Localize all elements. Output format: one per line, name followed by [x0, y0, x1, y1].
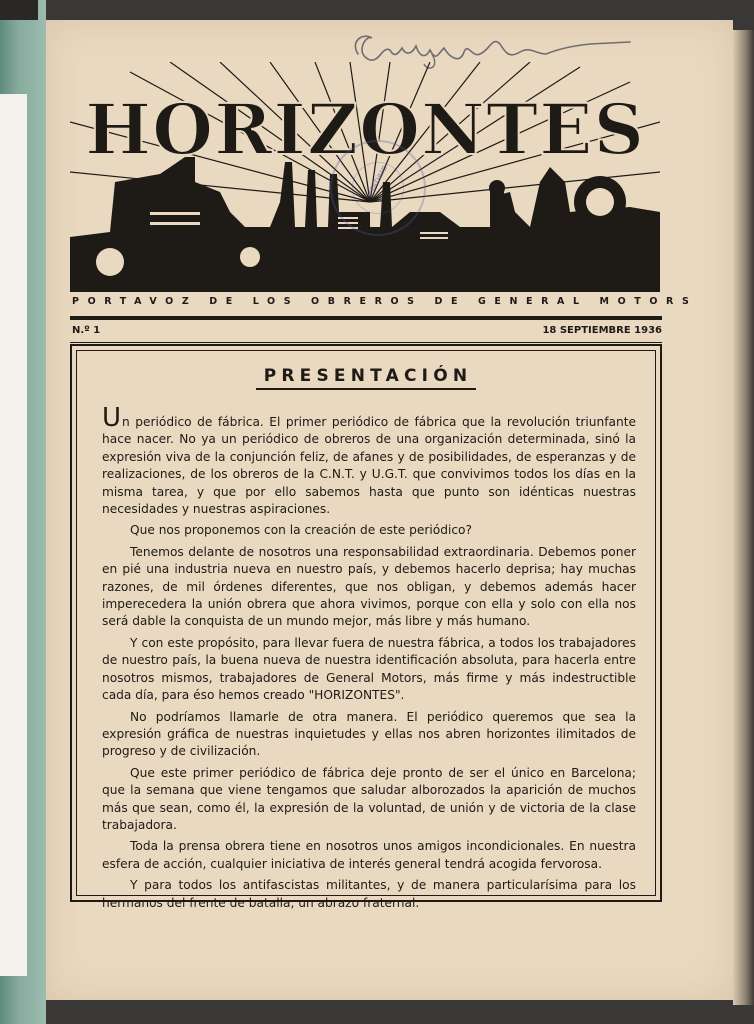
paragraph-5: No podríamos llamarle de otra manera. El periódico queremos que sea la expresión gráfica de nuestras inquietudes y ellas nos abren horizontes ilimitados de progreso y de civilización.	[102, 709, 636, 759]
masthead-subtitle: PORTAVOZ DE LOS OBREROS DE GENERAL MOTORS	[72, 296, 698, 307]
library-stamp-text: MADRID	[366, 164, 390, 196]
paragraph-8: Y para todos los antifascistas militantes, y de manera particularísima para los hermanos del frente de batalla, un abrazo fraternal.	[102, 878, 636, 910]
masthead-title: HORIZONTES	[84, 88, 646, 171]
library-stamp	[330, 140, 426, 236]
drop-cap: U	[102, 403, 122, 433]
paragraph-4: Y con este propósito, para llevar fuera de nuestra fábrica, a todos los trabajadores de nuestro país, la buena nueva de nuestra identificación absoluta, para hacerla entre nosotros mismos, trabajadores de General Motors, más firme y más indestructible cada día, para éso hemos creado "HORIZONTES".	[102, 635, 636, 703]
divider-rule	[70, 316, 662, 320]
paragraph-3: Tenemos delante de nosotros una responsabilidad extraordinaria. Debemos poner en pié una industria nueva en nuestro país, y debemos hacerlo deprisa; hay muchas razones, de mil órdenes diferentes, que nos obligan, y debemos además hacer imperecedera la unión obrera que ahora vivimos, porque con ella y solo con ella nos será dable la conquista de un mundo mejor, más libre y más humano.	[102, 544, 636, 629]
article-body	[102, 403, 636, 916]
paragraph-7: Toda la prensa obrera tiene en nosotros unos amigos incondicionales. En nuestra esfera de acción, cualquier iniciativa de interés general tendrá acogida fervorosa.	[102, 839, 636, 871]
issue-number: N.º 1	[72, 325, 101, 336]
binding-tab	[0, 0, 38, 20]
paragraph-1-text: n periódico de fábrica. El primer periódico de fábrica que la revolución triunfante hace nacer. No ya un periódico de obreros de una organización determinada, sinó la expresión viva de la conjunción feliz, de afanes y de posibilidades, de esperanzas y de realizaciones, de los obreros de la C.N.T. y U.G.T. que convivimos todos los días en la misma tarea, y que por ello sabemos hasta que punto son idénticas nuestras necesidades y nuestras aspiraciones.	[102, 415, 636, 517]
paragraph-1	[102, 403, 636, 518]
paragraph-6: Que este primer periódico de fábrica deje pronto de ser el único en Barcelona; que la semana que viene tengamos que saludar alborozados la aparición de muchos más que sean, como él, la expresión de la voluntad, de unión y de victoria de la clase trabajadora.	[102, 765, 636, 832]
book-binding	[0, 0, 46, 1024]
binding-paper-strip	[0, 94, 27, 976]
paragraph-2: Que nos proponemos con la creación de este periódico?	[130, 523, 472, 538]
page-edge	[733, 30, 754, 1005]
article-heading	[70, 366, 662, 386]
article-heading-text: PRESENTACIÓN	[256, 366, 477, 390]
divider-rule-thin	[70, 342, 662, 343]
issue-date: 18 SEPTIEMBRE 1936	[542, 325, 662, 336]
